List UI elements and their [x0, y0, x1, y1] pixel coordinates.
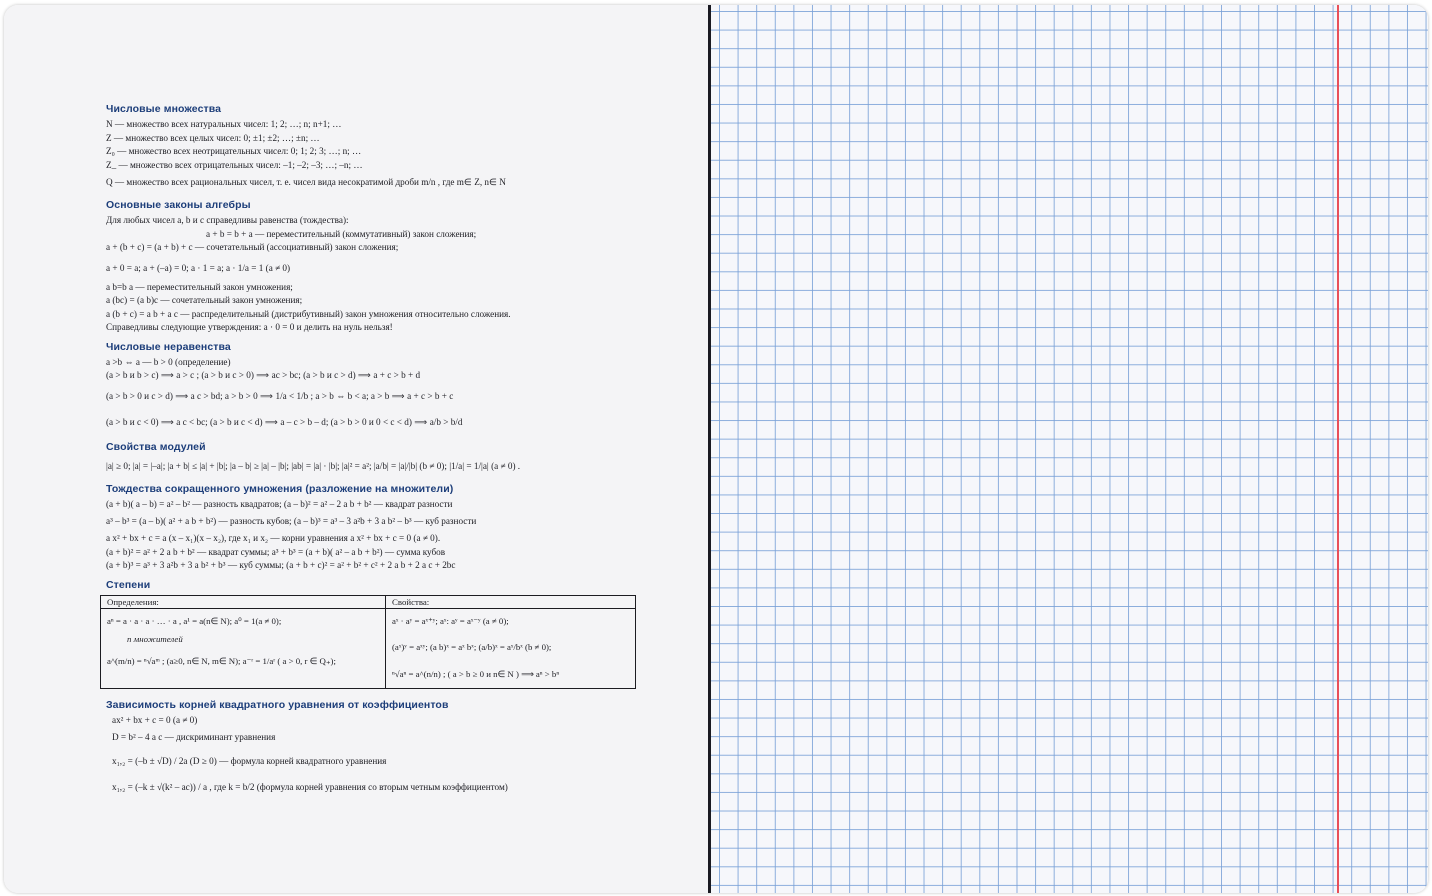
section-identities [106, 483, 668, 573]
table-header: Определения: [101, 595, 386, 608]
section-title: Степени [106, 578, 151, 591]
section-number-sets [106, 103, 668, 193]
text-line: (a > b и c < 0) ⟹ a c < bc; (a > b и c < d) ⟹ a – c > b – d; (a > b > 0 и 0 < c < d) ⟹ a/b > b/d [106, 416, 463, 427]
formula-line: ⁿ√aⁿ = a^(n/n) ; ( a > b ≥ 0 и n∈ N ) ⟹ aⁿ > bⁿ [392, 668, 560, 679]
grid-page [711, 5, 1428, 893]
formula-line: aⁿ = a · a · a · … · a , a¹ = a(n∈ N); a⁰ = 1(a ≠ 0); [107, 615, 282, 626]
text-line: (a + b)³ = a³ + 3 a²b + 3 a b² + b³ — куб суммы; (a + b + c)² = a² + b² + c² + 2 a b + 2 a c + 2bc [106, 560, 456, 570]
text-line: Z_ — множество всех отрицательных чисел: –1; –2; –3; …; –n; … [106, 159, 363, 170]
powers-table [100, 595, 636, 689]
text-line: a x² + bx + c = a (x – x₁)(x – x₂), где x₁ и x₂ — корни уравнения a x² + bx + c = 0 (a ≠ 0). [106, 533, 441, 543]
formula-line: (aˣ)ʸ = aˣʸ; (a b)ˣ = aˣ bˣ; (a/b)ˣ = aˣ/bˣ (b ≠ 0); [392, 641, 552, 652]
section-title: Числовые множества [106, 103, 222, 115]
section-quadratic-roots [106, 699, 668, 801]
text-line: (a > b и b > c) ⟹ a > c ; (a > b и c > 0) ⟹ ac > bc; (a > b и c > d) ⟹ a + c > b + d [106, 370, 421, 380]
text-line: x₁,₂ = (–b ± √D) / 2a (D ≥ 0) — формула корней квадратного уравнения [112, 756, 387, 766]
reference-page [4, 5, 708, 893]
text-line: (a + b)² = a² + 2 a b + b² — квадрат суммы; a³ + b³ = (a + b)( a² – a b + b²) — сумма кубов [106, 546, 446, 557]
formula-line: aˣ · aʸ = aˣ⁺ʸ; aˣ: aʸ = aˣ⁻ʸ (a ≠ 0); [392, 615, 509, 626]
text-line: a (bc) = (a b)c — сочетательный закон умножения; [106, 295, 303, 305]
text-line: Q — множество всех рациональных чисел, т. е. чисел вида несократимой дроби m/n , где m∈ Z, n∈ N [106, 177, 506, 187]
text-line: (a > b > 0 и c > d) ⟹ a c > bd; a > b > 0 ⟹ 1/a < 1/b ; a > b ⇔ b < a; a > b ⟹ a + c > b + c [106, 390, 454, 401]
definitions-cell [101, 608, 386, 688]
formula-note: n множителей [127, 633, 183, 644]
section-title: Основные законы алгебры [106, 199, 251, 211]
text-line: Z₀ — множество всех неотрицательных чисел: 0; 1; 2; 3; …; n; … [106, 146, 362, 156]
margin-line [1337, 5, 1339, 893]
text-line: Справедливы следующие утверждения: a · 0 = 0 и делить на нуль нельзя! [106, 322, 393, 332]
text-line: a + 0 = a; a + (–a) = 0; a · 1 = a; a · 1/a = 1 (a ≠ 0) [106, 262, 291, 273]
section-title: Зависимость корней квадратного уравнения от коэффициентов [106, 698, 449, 711]
text-line: Для любых чисел a, b и c справедливы равенства (тождества): [106, 215, 349, 225]
text-line: ax² + bx + c = 0 (a ≠ 0) [112, 714, 198, 725]
text-line: a b=b a — переместительный закон умножения; [106, 281, 293, 292]
section-modules [106, 441, 668, 477]
text-line: |a| ≥ 0; |a| = |–a|; |a + b| ≤ |a| + |b|; |a – b| ≥ |a| – |b|; |ab| = |a| · |b|; |a|² = a²; |a/b| = |a|/|b| (b ≠ 0); |1/a| = 1/|a| (a ≠ 0) . [106, 460, 521, 471]
table-header: Свойства: [386, 595, 636, 608]
text-line: D = b² – 4 a c — дискриминант уравнения [112, 732, 276, 742]
open-notebook [4, 5, 1428, 893]
formula-line: a^(m/n) = ⁿ√aᵐ ; (a≥0, n∈ N, m∈ N); a⁻ʳ = 1/aʳ ( a > 0, r ∈ Q₊); [107, 655, 336, 666]
text-line: a >b ⇔ a — b > 0 (определение) [106, 356, 231, 367]
text-line: Z — множество всех целых чисел: 0; ±1; ±2; …; ±n; … [106, 132, 320, 143]
text-line: a + b = b + a — переместительный (коммутативный) закон сложения; [206, 228, 477, 239]
text-line: x₁,₂ = (–k ± √(k² – ac)) / a , где k = b/2 (формула корней уравнения со вторым четным коэффициентом) [112, 782, 508, 792]
text-line: (a + b)( a – b) = a² – b² — разность квадратов; (a – b)² = a² – 2 a b + b² — квадрат разности [106, 498, 453, 509]
section-title: Числовые неравенства [106, 340, 231, 353]
text-line: a + (b + c) = (a + b) + c — сочетательный (ассоциативный) закон сложения; [106, 242, 399, 252]
section-inequalities [106, 341, 668, 435]
properties-cell [386, 608, 636, 688]
text-line: N — множество всех натуральных чисел: 1; 2; …; n; n+1; … [106, 119, 342, 129]
text-line: a³ – b³ = (a – b)( a² + a b + b²) — разность кубов; (a – b)³ = a³ – 3 a²b + 3 a b² – b³ — куб разности [106, 516, 477, 526]
text-line: a (b + c) = a b + a c — распределительный (дистрибутивный) закон умножения относительно сложения. [106, 308, 511, 319]
section-title: Тождества сокращенного умножения (разложение на множители) [106, 482, 454, 495]
section-powers [106, 579, 668, 689]
section-algebra-laws [106, 199, 668, 335]
section-title: Свойства модулей [106, 440, 206, 453]
